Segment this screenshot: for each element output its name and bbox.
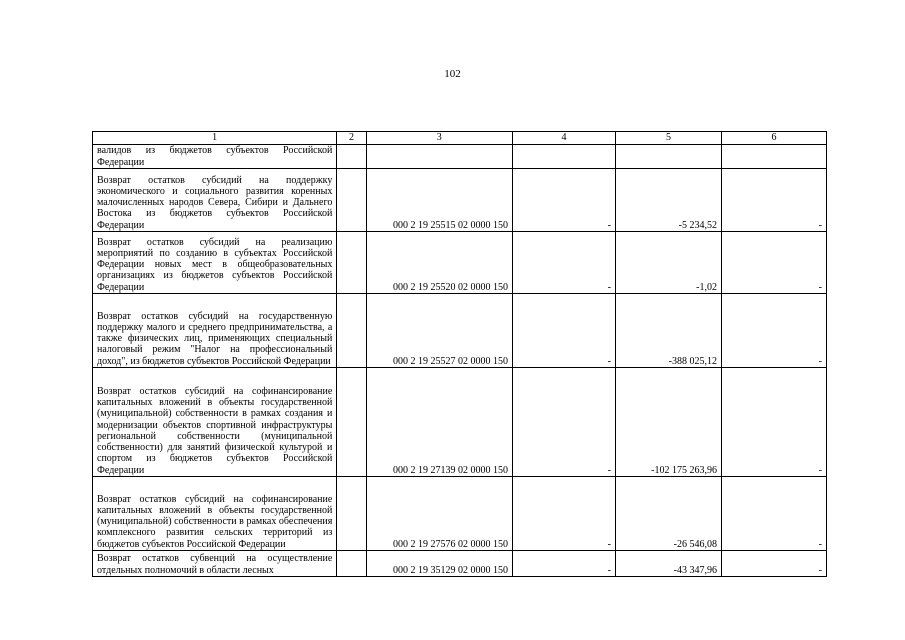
cell-col6: - bbox=[721, 551, 826, 577]
budget-code: 000 2 19 25520 02 0000 150 bbox=[366, 232, 512, 294]
row-description: валидов из бюджетов субъектов Российской Федерации bbox=[93, 145, 337, 169]
budget-table bbox=[92, 131, 827, 577]
table-row bbox=[93, 368, 827, 477]
column-header: 2 bbox=[337, 132, 366, 145]
amount-value: -5 234,52 bbox=[615, 169, 721, 232]
cell-col6: - bbox=[721, 477, 826, 551]
table-row bbox=[93, 169, 827, 232]
table-row bbox=[93, 477, 827, 551]
table-row bbox=[93, 145, 827, 169]
amount-value: -26 546,08 bbox=[615, 477, 721, 551]
amount-value: -388 025,12 bbox=[615, 294, 721, 368]
cell-col2 bbox=[337, 477, 366, 551]
row-description: Возврат остатков субсидий на софинансирование капитальных вложений в объекты государственной (муниципальной) собственности в рамках обеспечения комплексного развития сельских территорий из бюджетов субъектов Российской Федерации bbox=[93, 477, 337, 551]
row-description: Возврат остатков субсидий на поддержку экономического и социального развития коренных малочисленных народов Севера, Сибири и Дальнего Востока из бюджетов субъектов Российской Федерации bbox=[93, 169, 337, 232]
row-description: Возврат остатков субсидий на софинансирование капитальных вложений в объекты государственной (муниципальной) собственности в рамках создания и модернизации объектов спортивной инфраструктуры региональной собственности (муниципальной собственности) для занятий физической культурой и спортом из бюджетов субъектов Российской Федерации bbox=[93, 368, 337, 477]
row-description: Возврат остатков субсидий на реализацию мероприятий по созданию в субъектах Российской Федерации новых мест в общеобразовательных организациях из бюджетов субъектов Российской Федерации bbox=[93, 232, 337, 294]
column-header: 1 bbox=[93, 132, 337, 145]
row-description: Возврат остатков субсидий на государственную поддержку малого и среднего предпринимательства, а также физических лиц, применяющих специальный налоговый режим "Налог на профессиональный доход", из бюджетов субъектов Российской Федерации bbox=[93, 294, 337, 368]
budget-code: 000 2 19 27576 02 0000 150 bbox=[366, 477, 512, 551]
cell-col2 bbox=[337, 169, 366, 232]
cell-col4: - bbox=[512, 551, 615, 577]
cell-col2 bbox=[337, 145, 366, 169]
table-row bbox=[93, 232, 827, 294]
budget-code: 000 2 19 35129 02 0000 150 bbox=[366, 551, 512, 577]
cell-col2 bbox=[337, 232, 366, 294]
column-header: 5 bbox=[615, 132, 721, 145]
cell-col2 bbox=[337, 551, 366, 577]
amount-value: -102 175 263,96 bbox=[615, 368, 721, 477]
cell-col4: - bbox=[512, 232, 615, 294]
cell-col4: - bbox=[512, 294, 615, 368]
row-description: Возврат остатков субвенций на осуществление отдельных полномочий в области лесных bbox=[93, 551, 337, 577]
amount-value: -43 347,96 bbox=[615, 551, 721, 577]
cell-col2 bbox=[337, 368, 366, 477]
amount-value: -1,02 bbox=[615, 232, 721, 294]
budget-code: 000 2 19 25527 02 0000 150 bbox=[366, 294, 512, 368]
cell-col6 bbox=[721, 145, 826, 169]
table-header-row bbox=[93, 132, 827, 145]
cell-col4 bbox=[512, 145, 615, 169]
cell-col6: - bbox=[721, 368, 826, 477]
amount-value bbox=[615, 145, 721, 169]
page-number: 102 bbox=[444, 68, 461, 80]
cell-col4: - bbox=[512, 368, 615, 477]
column-header: 4 bbox=[512, 132, 615, 145]
column-header: 3 bbox=[366, 132, 512, 145]
column-header: 6 bbox=[721, 132, 826, 145]
cell-col6: - bbox=[721, 232, 826, 294]
budget-code: 000 2 19 27139 02 0000 150 bbox=[366, 368, 512, 477]
budget-code bbox=[366, 145, 512, 169]
table-row bbox=[93, 294, 827, 368]
cell-col6: - bbox=[721, 169, 826, 232]
cell-col4: - bbox=[512, 477, 615, 551]
cell-col4: - bbox=[512, 169, 615, 232]
cell-col6: - bbox=[721, 294, 826, 368]
table-row bbox=[93, 551, 827, 577]
budget-code: 000 2 19 25515 02 0000 150 bbox=[366, 169, 512, 232]
cell-col2 bbox=[337, 294, 366, 368]
